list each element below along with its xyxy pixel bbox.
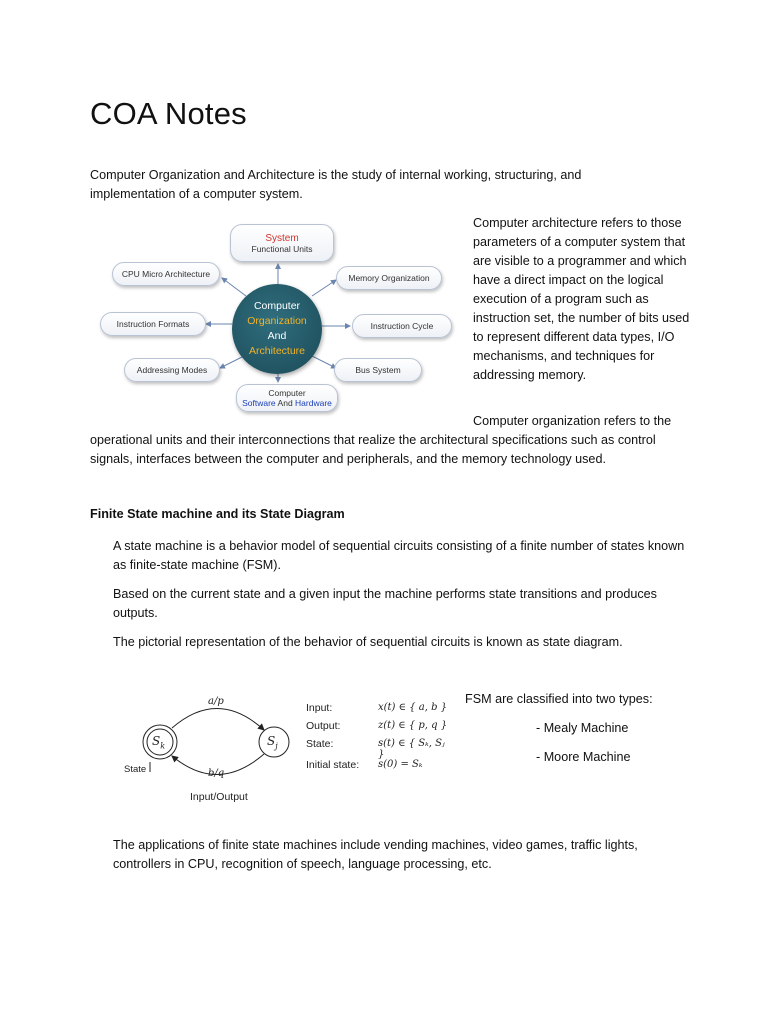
state-k-letter: S (152, 734, 161, 748)
and-label: And (277, 398, 293, 408)
fsm-paragraph-1: A state machine is a behavior model of sequential circuits consisting of a finite number of states known as finite-state machine (FSM). (113, 539, 685, 572)
fsm-heading: Finite State machine and its State Diagram (90, 507, 345, 521)
hardware-label: Hardware (295, 398, 332, 408)
hub-line-1: Computer (253, 300, 301, 312)
page-title: COA Notes (90, 96, 247, 131)
node-bus-system (334, 358, 422, 382)
fsm-paragraph-3: The pictorial representation of the behavior of sequential circuits is known as state diagram. (113, 635, 623, 649)
bus-system-label: Bus System (355, 365, 401, 375)
row-output-expr: z(t) ∈ { p, q } (378, 720, 448, 731)
node-instruction-cycle (352, 314, 452, 338)
edge-a-p (172, 708, 264, 730)
edge-bottom-label: b/q (208, 768, 225, 779)
row-initial-label: Initial state: (306, 759, 360, 771)
software-label: Software (242, 398, 276, 408)
state-k-sub: k (160, 741, 166, 751)
state-j-letter: S (267, 734, 276, 748)
row-initial-expr: s(0) = Sₖ (378, 759, 423, 770)
state-j-sub: j (275, 741, 278, 751)
coa-concept-map (96, 222, 456, 412)
fsm-type-moore: - Moore Machine (536, 750, 631, 764)
organization-paragraph-start: Computer organization refers to the (473, 414, 672, 428)
fsm-state-diagram (110, 690, 450, 810)
node-addressing-modes (124, 358, 220, 382)
row-input-expr: x(t) ∈ { a, b } (378, 702, 448, 713)
cpu-micro-label: CPU Micro Architecture (121, 269, 211, 279)
fsm-paragraph-2: Based on the current state and a given input the machine performs state transitions and produces outputs. (113, 587, 657, 620)
hub-line-2: Organization (247, 315, 307, 327)
hub-line-3: And (267, 330, 287, 342)
hub-line-4: Architecture (248, 345, 306, 357)
addressing-modes-label: Addressing Modes (136, 365, 208, 375)
edge-top-label: a/p (208, 696, 224, 707)
applications-paragraph: The applications of finite state machines include vending machines, video games, traffic lights, controllers in CPU, recognition of speech, language processing, etc. (113, 838, 638, 871)
memory-org-label: Memory Organization (348, 273, 430, 283)
fsm-type-mealy: - Mealy Machine (536, 721, 629, 735)
organization-paragraph-rest: operational units and their interconnections that realize the architectural specifications such as control signals, interfaces between the computer and peripherals, and the memory technology used. (90, 433, 656, 466)
state-k-label (152, 734, 165, 750)
node-instruction-formats (100, 312, 206, 336)
node-memory-org (336, 266, 442, 290)
row-output-label: Output: (306, 720, 341, 732)
system-subtitle: Functional Units (251, 243, 313, 254)
row-input-label: Input: (306, 702, 333, 714)
node-cpu-micro (112, 262, 220, 286)
row-state-expr: s(t) ∈ { Sₖ, Sⱼ } (378, 738, 445, 760)
node-system (230, 224, 334, 262)
fsm-types-intro: FSM are classified into two types: (465, 692, 653, 706)
system-title: System (265, 232, 299, 244)
state-caption: State (124, 764, 147, 775)
state-j-label (267, 734, 278, 750)
instruction-cycle-label: Instruction Cycle (370, 321, 434, 331)
instruction-formats-label: Instruction Formats (116, 319, 190, 329)
row-state-label: State: (306, 738, 334, 750)
node-software-hardware (236, 384, 338, 412)
io-caption: Input/Output (190, 791, 248, 803)
intro-paragraph: Computer Organization and Architecture is the study of internal working, structuring, and implementation of a computer system. (90, 168, 582, 201)
bottom-computer-label: Computer (268, 388, 306, 398)
concept-hub (232, 284, 322, 374)
architecture-paragraph: Computer architecture refers to those parameters of a computer system that are visible to a programmer and which have a direct impact on the logical execution of a program such as instruction set, the number of bits used to represent different data types, I/O mechanisms, and techniques for addressing memory. (473, 216, 690, 382)
